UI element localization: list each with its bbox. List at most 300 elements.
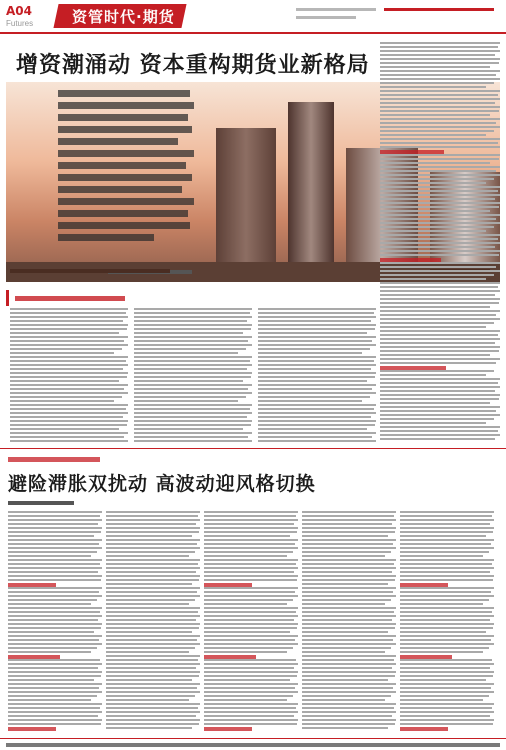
text-line-placeholder bbox=[106, 535, 192, 537]
text-line-placeholder bbox=[204, 523, 294, 525]
text-line-placeholder bbox=[8, 707, 100, 709]
text-line-placeholder bbox=[8, 543, 99, 545]
text-line-placeholder bbox=[106, 663, 200, 665]
text-line-placeholder bbox=[204, 687, 295, 689]
text-line-placeholder bbox=[204, 615, 298, 617]
text-line-placeholder bbox=[204, 611, 296, 613]
text-line-placeholder bbox=[400, 667, 490, 669]
text-line-placeholder bbox=[380, 414, 500, 416]
text-line-placeholder bbox=[204, 671, 298, 673]
text-line-placeholder bbox=[400, 595, 494, 597]
text-line-placeholder bbox=[380, 234, 500, 236]
text-line-placeholder bbox=[8, 539, 102, 541]
text-line-placeholder bbox=[302, 523, 392, 525]
text-line-placeholder bbox=[106, 615, 200, 617]
text-line-placeholder bbox=[106, 727, 192, 729]
text-line-placeholder bbox=[258, 360, 374, 362]
text-line-placeholder bbox=[106, 679, 192, 681]
text-line-placeholder bbox=[8, 651, 91, 653]
text-line-placeholder bbox=[380, 362, 496, 364]
text-line-placeholder bbox=[106, 571, 196, 573]
text-line-placeholder bbox=[380, 182, 486, 184]
text-line-placeholder bbox=[380, 86, 486, 88]
text-line-placeholder bbox=[204, 603, 287, 605]
text-line-placeholder bbox=[380, 338, 500, 340]
text-line-placeholder bbox=[106, 639, 197, 641]
text-line-placeholder bbox=[380, 210, 490, 212]
text-line-placeholder bbox=[302, 559, 396, 561]
text-line-placeholder bbox=[10, 312, 126, 314]
text-line-placeholder bbox=[106, 659, 198, 661]
text-line-placeholder bbox=[380, 402, 490, 404]
text-line-placeholder bbox=[106, 523, 196, 525]
page-code: A04 bbox=[6, 4, 32, 18]
text-line-placeholder bbox=[106, 595, 200, 597]
text-line-placeholder bbox=[380, 118, 500, 120]
text-line-placeholder bbox=[134, 396, 246, 398]
text-line-placeholder bbox=[380, 350, 499, 352]
text-line-placeholder bbox=[8, 719, 102, 721]
text-line-placeholder bbox=[204, 647, 293, 649]
text-line-placeholder bbox=[106, 631, 192, 633]
text-line-placeholder bbox=[380, 78, 500, 80]
text-line-placeholder bbox=[106, 715, 196, 717]
text-line-placeholder bbox=[106, 603, 189, 605]
text-line-placeholder bbox=[400, 563, 492, 565]
text-line-placeholder bbox=[400, 591, 491, 593]
text-line-placeholder bbox=[380, 50, 500, 52]
text-line-placeholder bbox=[204, 539, 298, 541]
text-line-placeholder bbox=[10, 412, 128, 414]
text-line-placeholder bbox=[8, 555, 91, 557]
text-line-placeholder bbox=[400, 639, 491, 641]
text-line-placeholder bbox=[302, 543, 393, 545]
text-line-placeholder bbox=[380, 214, 500, 216]
text-line-placeholder bbox=[400, 635, 494, 637]
text-line-placeholder bbox=[380, 310, 500, 312]
text-line-placeholder bbox=[204, 575, 298, 577]
text-line-placeholder bbox=[10, 336, 128, 338]
text-line-placeholder bbox=[204, 635, 298, 637]
text-line-placeholder bbox=[380, 198, 495, 200]
text-line-placeholder bbox=[400, 695, 489, 697]
text-line-placeholder bbox=[8, 703, 102, 705]
text-line-placeholder bbox=[302, 611, 394, 613]
text-line-placeholder bbox=[106, 579, 199, 581]
text-line-placeholder bbox=[258, 432, 376, 434]
text-line-placeholder bbox=[400, 511, 494, 513]
text-line-placeholder bbox=[302, 567, 396, 569]
text-line-placeholder bbox=[380, 374, 486, 376]
text-line-placeholder bbox=[10, 376, 127, 378]
text-line-placeholder bbox=[302, 631, 388, 633]
text-line-placeholder bbox=[204, 535, 290, 537]
text-line-placeholder bbox=[380, 130, 494, 132]
text-line-placeholder bbox=[8, 575, 102, 577]
text-line-placeholder bbox=[258, 332, 367, 334]
text-line-placeholder bbox=[204, 519, 298, 521]
text-line-placeholder bbox=[106, 515, 198, 517]
text-line-placeholder bbox=[106, 583, 192, 585]
body-column bbox=[400, 511, 494, 733]
text-line-placeholder bbox=[106, 559, 200, 561]
text-line-placeholder bbox=[400, 683, 494, 685]
text-line-placeholder bbox=[302, 667, 392, 669]
text-line-placeholder bbox=[10, 352, 114, 354]
text-line-placeholder bbox=[302, 643, 396, 645]
text-line-placeholder bbox=[8, 599, 97, 601]
text-line-placeholder bbox=[380, 354, 490, 356]
text-line-placeholder bbox=[134, 308, 252, 310]
text-line-placeholder bbox=[400, 543, 491, 545]
text-line-placeholder bbox=[134, 356, 252, 358]
text-line-placeholder bbox=[380, 438, 495, 440]
text-line-placeholder bbox=[380, 90, 500, 92]
text-line-placeholder bbox=[258, 348, 370, 350]
text-line-placeholder bbox=[134, 372, 252, 374]
text-line-placeholder bbox=[380, 178, 494, 180]
text-line-placeholder bbox=[258, 412, 376, 414]
text-line-placeholder bbox=[106, 687, 197, 689]
text-line-placeholder bbox=[400, 675, 493, 677]
text-line-placeholder bbox=[106, 651, 189, 653]
text-line-placeholder bbox=[8, 571, 98, 573]
text-line-placeholder bbox=[400, 707, 492, 709]
text-line-placeholder bbox=[10, 396, 122, 398]
text-line-placeholder bbox=[302, 635, 396, 637]
text-line-placeholder bbox=[380, 382, 498, 384]
text-line-placeholder bbox=[134, 364, 252, 366]
text-line-placeholder bbox=[380, 162, 490, 164]
text-line-placeholder bbox=[302, 715, 392, 717]
text-line-placeholder bbox=[258, 368, 371, 370]
text-line-placeholder bbox=[380, 254, 499, 256]
text-line-placeholder bbox=[8, 671, 102, 673]
text-line-placeholder bbox=[258, 356, 376, 358]
text-line-placeholder bbox=[8, 699, 91, 701]
text-line-placeholder bbox=[204, 567, 298, 569]
text-line-placeholder bbox=[204, 531, 297, 533]
body-column bbox=[8, 511, 102, 733]
text-line-placeholder bbox=[380, 242, 500, 244]
text-line-placeholder bbox=[106, 555, 189, 557]
text-line-placeholder bbox=[134, 416, 247, 418]
text-line-placeholder bbox=[400, 651, 483, 653]
text-line-placeholder bbox=[302, 723, 395, 725]
second-story-headline: 避险滞胀双扰动 高波动迎风格切换 bbox=[8, 473, 316, 495]
text-line-placeholder bbox=[258, 392, 376, 394]
text-line-placeholder bbox=[204, 639, 295, 641]
text-line-placeholder bbox=[106, 655, 200, 657]
text-line-placeholder bbox=[106, 627, 199, 629]
text-line-placeholder bbox=[302, 603, 385, 605]
text-line-placeholder bbox=[258, 420, 376, 422]
text-line-placeholder bbox=[302, 599, 391, 601]
text-line-placeholder bbox=[302, 575, 396, 577]
text-line-placeholder bbox=[8, 511, 102, 513]
text-line-placeholder bbox=[302, 591, 393, 593]
text-line-placeholder bbox=[8, 679, 94, 681]
text-line-placeholder bbox=[8, 607, 102, 609]
text-line-placeholder bbox=[302, 547, 396, 549]
text-line-placeholder bbox=[400, 575, 494, 577]
text-line-placeholder bbox=[134, 368, 247, 370]
text-line-placeholder bbox=[204, 631, 290, 633]
text-line-placeholder bbox=[106, 511, 200, 513]
text-line-placeholder bbox=[380, 406, 500, 408]
text-line-placeholder bbox=[400, 571, 490, 573]
text-line-placeholder bbox=[10, 416, 123, 418]
text-line-placeholder bbox=[380, 134, 486, 136]
text-line-placeholder bbox=[10, 400, 114, 402]
text-line-placeholder bbox=[400, 527, 494, 529]
text-line-placeholder bbox=[204, 547, 298, 549]
text-line-placeholder bbox=[380, 426, 500, 428]
text-line-placeholder bbox=[8, 675, 101, 677]
text-line-placeholder bbox=[8, 523, 98, 525]
text-line-placeholder bbox=[204, 707, 296, 709]
text-line-placeholder bbox=[302, 551, 391, 553]
text-line-placeholder bbox=[106, 563, 198, 565]
building-shape bbox=[288, 102, 334, 278]
text-line-placeholder bbox=[204, 719, 298, 721]
text-line-placeholder bbox=[204, 679, 290, 681]
text-line-placeholder bbox=[258, 336, 376, 338]
text-line-placeholder bbox=[204, 699, 287, 701]
subheading-placeholder bbox=[400, 727, 448, 731]
text-line-placeholder bbox=[106, 719, 200, 721]
text-line-placeholder bbox=[258, 380, 367, 382]
text-line-placeholder bbox=[8, 711, 102, 713]
text-line-placeholder bbox=[380, 270, 500, 272]
text-line-placeholder bbox=[258, 312, 374, 314]
text-line-placeholder bbox=[106, 683, 200, 685]
text-line-placeholder bbox=[10, 420, 128, 422]
text-line-placeholder bbox=[106, 551, 195, 553]
text-line-placeholder bbox=[10, 432, 128, 434]
text-line-placeholder bbox=[258, 308, 376, 310]
text-line-placeholder bbox=[400, 547, 494, 549]
text-line-placeholder bbox=[380, 434, 500, 436]
text-line-placeholder bbox=[204, 695, 293, 697]
text-line-placeholder bbox=[204, 563, 296, 565]
text-line-placeholder bbox=[302, 675, 395, 677]
text-line-placeholder bbox=[134, 316, 252, 318]
text-line-placeholder bbox=[134, 392, 252, 394]
text-line-placeholder bbox=[380, 302, 499, 304]
text-line-placeholder bbox=[134, 352, 238, 354]
text-line-placeholder bbox=[8, 611, 100, 613]
text-line-placeholder bbox=[204, 623, 298, 625]
text-line-placeholder bbox=[134, 412, 252, 414]
text-line-placeholder bbox=[258, 384, 376, 386]
text-line-placeholder bbox=[302, 655, 396, 657]
text-line-placeholder bbox=[134, 336, 252, 338]
text-line-placeholder bbox=[258, 316, 376, 318]
footer-text-placeholder bbox=[6, 743, 500, 747]
text-line-placeholder bbox=[134, 324, 252, 326]
text-line-placeholder bbox=[380, 322, 494, 324]
text-line-placeholder bbox=[258, 440, 376, 442]
text-line-placeholder bbox=[204, 691, 298, 693]
text-line-placeholder bbox=[302, 627, 395, 629]
text-line-placeholder bbox=[134, 360, 250, 362]
text-line-placeholder bbox=[106, 695, 195, 697]
text-line-placeholder bbox=[8, 691, 102, 693]
text-line-placeholder bbox=[8, 535, 94, 537]
text-line-placeholder bbox=[380, 158, 499, 160]
text-line-placeholder bbox=[8, 547, 102, 549]
text-line-placeholder bbox=[134, 344, 252, 346]
text-line-placeholder bbox=[380, 422, 486, 424]
text-line-placeholder bbox=[380, 106, 500, 108]
text-line-placeholder bbox=[134, 420, 252, 422]
text-line-placeholder bbox=[8, 723, 101, 725]
text-line-placeholder bbox=[380, 286, 498, 288]
text-line-placeholder bbox=[10, 344, 128, 346]
text-line-placeholder bbox=[302, 703, 396, 705]
text-line-placeholder bbox=[106, 623, 200, 625]
text-line-placeholder bbox=[380, 390, 495, 392]
text-line-placeholder bbox=[8, 559, 102, 561]
text-line-placeholder bbox=[380, 346, 500, 348]
text-line-placeholder bbox=[380, 190, 498, 192]
text-line-placeholder bbox=[204, 595, 298, 597]
text-line-placeholder bbox=[302, 623, 396, 625]
text-line-placeholder bbox=[204, 587, 298, 589]
text-line-placeholder bbox=[400, 535, 486, 537]
text-line-placeholder bbox=[380, 290, 500, 292]
text-line-placeholder bbox=[302, 535, 388, 537]
text-line-placeholder bbox=[258, 408, 374, 410]
text-line-placeholder bbox=[302, 727, 388, 729]
text-line-placeholder bbox=[400, 631, 486, 633]
text-line-placeholder bbox=[10, 316, 128, 318]
text-line-placeholder bbox=[380, 230, 486, 232]
text-line-placeholder bbox=[134, 340, 248, 342]
text-line-placeholder bbox=[10, 368, 123, 370]
masthead-rule bbox=[0, 32, 506, 34]
text-line-placeholder bbox=[8, 643, 102, 645]
text-line-placeholder bbox=[106, 647, 195, 649]
text-line-placeholder bbox=[380, 326, 486, 328]
text-line-placeholder bbox=[302, 659, 394, 661]
text-line-placeholder bbox=[106, 707, 198, 709]
text-line-placeholder bbox=[380, 334, 498, 336]
text-line-placeholder bbox=[380, 298, 500, 300]
text-line-placeholder bbox=[10, 392, 128, 394]
text-line-placeholder bbox=[8, 647, 97, 649]
text-line-placeholder bbox=[10, 356, 128, 358]
text-line-placeholder bbox=[8, 695, 97, 697]
text-line-placeholder bbox=[134, 440, 252, 442]
text-line-placeholder bbox=[380, 70, 500, 72]
body-column bbox=[10, 308, 128, 444]
text-line-placeholder bbox=[380, 398, 499, 400]
text-line-placeholder bbox=[204, 527, 298, 529]
text-line-placeholder bbox=[400, 671, 494, 673]
text-line-placeholder bbox=[400, 611, 492, 613]
text-line-placeholder bbox=[302, 519, 396, 521]
second-story-section-label-placeholder bbox=[8, 457, 100, 462]
text-line-placeholder bbox=[258, 404, 376, 406]
text-line-placeholder bbox=[10, 364, 128, 366]
text-line-placeholder bbox=[302, 671, 396, 673]
text-line-placeholder bbox=[380, 46, 498, 48]
text-line-placeholder bbox=[302, 639, 393, 641]
text-line-placeholder bbox=[302, 683, 396, 685]
text-line-placeholder bbox=[380, 186, 500, 188]
text-line-placeholder bbox=[134, 436, 248, 438]
text-line-placeholder bbox=[106, 711, 200, 713]
text-line-placeholder bbox=[204, 627, 297, 629]
text-line-placeholder bbox=[380, 62, 499, 64]
text-line-placeholder bbox=[380, 318, 500, 320]
text-line-placeholder bbox=[380, 278, 486, 280]
text-line-placeholder bbox=[400, 719, 494, 721]
text-line-placeholder bbox=[134, 424, 251, 426]
text-line-placeholder bbox=[204, 663, 298, 665]
text-line-placeholder bbox=[258, 396, 370, 398]
text-line-placeholder bbox=[204, 511, 298, 513]
text-line-placeholder bbox=[204, 675, 297, 677]
text-line-placeholder bbox=[400, 523, 490, 525]
text-line-placeholder bbox=[400, 515, 492, 517]
text-line-placeholder bbox=[400, 567, 494, 569]
text-line-placeholder bbox=[380, 54, 495, 56]
text-line-placeholder bbox=[8, 627, 101, 629]
text-line-placeholder bbox=[8, 619, 98, 621]
text-line-placeholder bbox=[204, 659, 296, 661]
text-line-placeholder bbox=[380, 238, 498, 240]
text-line-placeholder bbox=[204, 559, 298, 561]
text-line-placeholder bbox=[302, 607, 396, 609]
text-line-placeholder bbox=[10, 424, 127, 426]
text-line-placeholder bbox=[106, 699, 189, 701]
text-line-placeholder bbox=[106, 607, 200, 609]
text-line-placeholder bbox=[400, 699, 483, 701]
text-line-placeholder bbox=[380, 262, 500, 264]
text-line-placeholder bbox=[302, 539, 396, 541]
text-line-placeholder bbox=[380, 226, 494, 228]
text-line-placeholder bbox=[8, 687, 99, 689]
text-line-placeholder bbox=[302, 511, 396, 513]
text-line-placeholder bbox=[8, 615, 102, 617]
text-line-placeholder bbox=[8, 531, 101, 533]
text-line-placeholder bbox=[400, 559, 494, 561]
text-line-placeholder bbox=[10, 408, 126, 410]
text-line-placeholder bbox=[258, 388, 372, 390]
text-line-placeholder bbox=[400, 659, 492, 661]
text-line-placeholder bbox=[8, 563, 100, 565]
text-line-placeholder bbox=[204, 599, 293, 601]
text-line-placeholder bbox=[106, 539, 200, 541]
text-line-placeholder bbox=[258, 436, 372, 438]
text-line-placeholder bbox=[8, 667, 98, 669]
text-line-placeholder bbox=[400, 687, 491, 689]
text-line-placeholder bbox=[400, 643, 494, 645]
text-line-placeholder bbox=[106, 531, 199, 533]
text-line-placeholder bbox=[258, 424, 375, 426]
editor-note-placeholder bbox=[58, 86, 196, 266]
text-line-placeholder bbox=[400, 519, 494, 521]
text-line-placeholder bbox=[204, 555, 287, 557]
text-line-placeholder bbox=[380, 282, 500, 284]
text-line-placeholder bbox=[400, 723, 493, 725]
text-line-placeholder bbox=[10, 440, 128, 442]
text-line-placeholder bbox=[8, 527, 102, 529]
text-line-placeholder bbox=[380, 66, 490, 68]
